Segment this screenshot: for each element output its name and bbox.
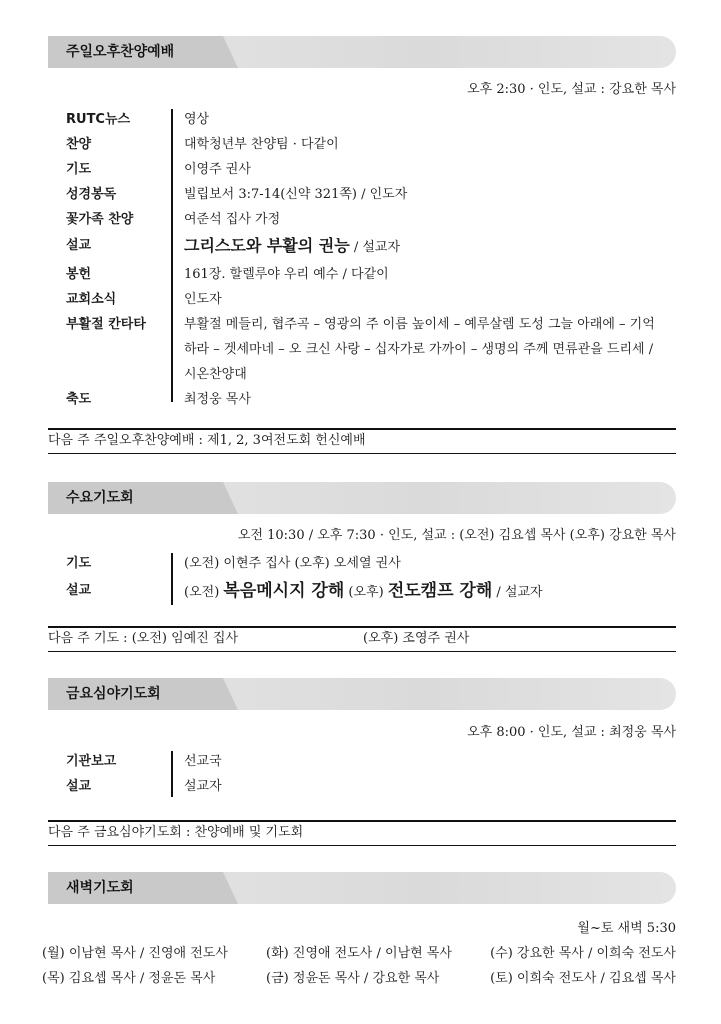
item-value: 선교국 <box>184 754 222 769</box>
pm-sermon-title: 전도캠프 강해 <box>387 581 493 601</box>
list-item <box>66 132 676 157</box>
wednesday-info: 오전 10:30 / 오후 7:30 · 인도, 설교 : (오전) 김요셉 목사 (오후) 강요한 목사 <box>237 528 676 543</box>
item-label: 교회소식 <box>66 292 117 307</box>
item-label: 봉헌 <box>66 267 92 282</box>
am-sermon-title: 복음메시지 강해 <box>223 581 345 601</box>
section-title: 새벽기도회 <box>66 880 134 896</box>
schedule-entry: (수) 강요한 목사 / 이희숙 전도사 <box>490 946 676 961</box>
section-title: 주일오후찬양예배 <box>66 44 175 60</box>
dawn-schedule <box>42 941 676 991</box>
schedule-entry: (토) 이희숙 전도사 / 김요셉 목사 <box>490 971 676 986</box>
rule-top <box>48 626 676 628</box>
wednesday-next-week-pm: (오후) 조영주 권사 <box>363 631 470 646</box>
friday-info: 오후 8:00 · 인도, 설교 : 최정웅 목사 <box>467 725 676 740</box>
sermon-title: 그리스도와 부활의 권능 <box>184 236 350 255</box>
wednesday-order-list <box>66 551 676 608</box>
list-item <box>66 182 676 207</box>
item-value <box>184 576 676 608</box>
item-value: 영상 <box>184 112 210 127</box>
schedule-entry: (월) 이남현 목사 / 진영애 전도사 <box>42 946 228 961</box>
list-item <box>66 576 676 608</box>
item-label: 설교 <box>66 238 92 253</box>
list-item <box>66 287 676 312</box>
schedule-row <box>42 966 676 991</box>
rule-bottom <box>48 845 676 846</box>
list-item <box>66 157 676 182</box>
list-item <box>66 312 676 387</box>
item-value: (오전) 이현주 집사 (오후) 오세열 권사 <box>184 556 401 571</box>
item-value: 부활절 메들리, 협주곡 – 영광의 주 이름 높이세 – 예루살렘 도성 그늘 아래에 – 기억하라 – 겟세마네 – 오 크신 사랑 – 십자가로 가까이 – 생명의 주께 면류관을 드리세 / 시온찬양대 <box>184 317 655 382</box>
item-value: 설교자 <box>184 779 222 794</box>
item-label: 기도 <box>66 162 92 177</box>
item-value: 인도자 <box>184 292 222 307</box>
list-item <box>66 387 676 412</box>
item-label: 기관보고 <box>66 754 117 769</box>
schedule-entry: (금) 정윤돈 목사 / 강요한 목사 <box>266 971 440 986</box>
section-title: 수요기도회 <box>66 490 134 506</box>
list-item <box>66 774 676 799</box>
item-value: 이영주 권사 <box>184 162 251 177</box>
list-item <box>66 232 676 262</box>
list-item <box>66 749 676 774</box>
item-label: 설교 <box>66 779 92 794</box>
am-tag: (오전) <box>184 585 220 600</box>
section-title: 금요심야기도회 <box>66 686 161 702</box>
item-label: 기도 <box>66 556 92 571</box>
item-value: 최정웅 목사 <box>184 392 251 407</box>
sunday-info: 오후 2:30 · 인도, 설교 : 강요한 목사 <box>467 82 676 97</box>
item-value: 빌립보서 3:7-14(신약 321쪽) / 인도자 <box>184 187 408 202</box>
rule-bottom <box>48 453 676 454</box>
sunday-order-list <box>66 107 676 412</box>
item-value: 161장. 할렐루야 우리 예수 / 다같이 <box>184 267 389 282</box>
schedule-row <box>42 941 676 966</box>
item-label: 축도 <box>66 392 92 407</box>
item-label: 설교 <box>66 583 92 598</box>
sermon-suffix: / 설교자 <box>496 585 543 600</box>
item-label: RUTC뉴스 <box>66 112 131 127</box>
schedule-entry: (화) 진영애 전도사 / 이남현 목사 <box>266 946 452 961</box>
rule-top <box>48 820 676 822</box>
schedule-entry: (목) 김요셉 목사 / 정윤돈 목사 <box>42 971 216 986</box>
item-value <box>184 232 676 262</box>
rule-top <box>48 428 676 430</box>
list-item <box>66 107 676 132</box>
item-label: 성경봉독 <box>66 187 117 202</box>
list-item <box>66 262 676 287</box>
list-item <box>66 207 676 232</box>
friday-order-list <box>66 749 676 799</box>
item-value: 대학청년부 찬양팀 · 다같이 <box>184 137 339 152</box>
item-label: 찬양 <box>66 137 92 152</box>
rule-bottom <box>48 651 676 652</box>
sermon-suffix: / 설교자 <box>353 240 401 255</box>
item-label: 꽃가족 찬양 <box>66 212 134 227</box>
item-value: 여준석 집사 가정 <box>184 212 281 227</box>
dawn-info: 월~토 새벽 5:30 <box>577 921 676 936</box>
friday-next-week: 다음 주 금요심야기도회 : 찬양예배 및 기도회 <box>48 825 304 840</box>
sunday-next-week: 다음 주 주일오후찬양예배 : 제1, 2, 3여전도회 헌신예배 <box>48 433 366 448</box>
pm-tag: (오후) <box>348 585 384 600</box>
item-label: 부활절 칸타타 <box>66 317 146 332</box>
list-item <box>66 551 676 576</box>
wednesday-next-week-am: 다음 주 기도 : (오전) 임예진 집사 <box>48 631 239 646</box>
